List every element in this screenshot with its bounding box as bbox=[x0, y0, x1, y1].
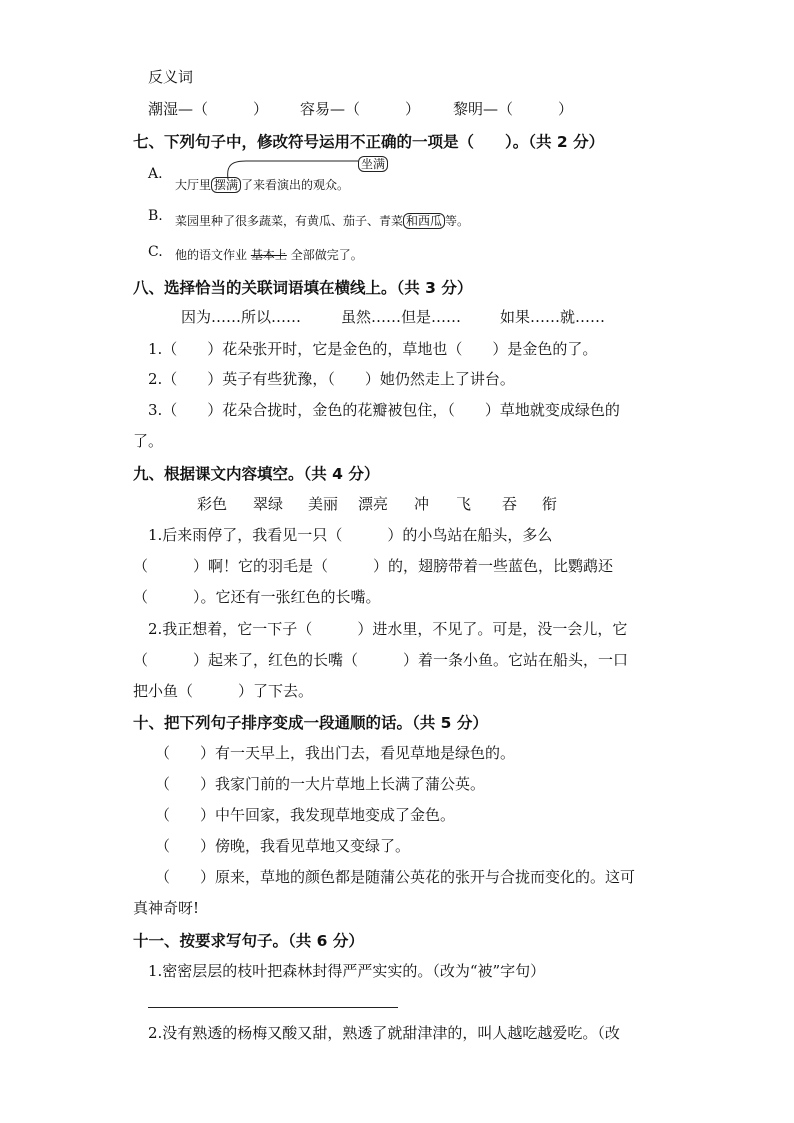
section-8-question-2: 2.（ ）英子有些犹豫，（ ）她仍然走上了讲台。 bbox=[148, 370, 515, 388]
section-7-title: 七、下列句子中，修改符号运用不正确的一项是（ ）。（共 2 分） bbox=[133, 133, 605, 151]
rewrite-question-2: 2.没有熟透的杨梅又酸又甜，熟透了就甜津津的，叫人越吃越爱吃。（改 bbox=[148, 1024, 620, 1042]
section-8-title: 八、选择恰当的关联词语填在横线上。（共 3 分） bbox=[133, 279, 473, 297]
word-bank-1: 彩色 bbox=[197, 495, 228, 513]
conjunction-choice-1: 因为……所以…… bbox=[181, 308, 302, 326]
word-bank-6: 飞 bbox=[456, 495, 472, 513]
passage-1-line-1: 1.后来雨停了，我看见一只（ ）的小鸟站在船头，多么 bbox=[148, 526, 553, 544]
option-a: 大厅里 摆满 了来看演出的观众。 bbox=[175, 178, 350, 192]
rewrite-question-1: 1.密密层层的枝叶把森林封得严严实实的。（改为“被”字句） bbox=[148, 962, 546, 980]
sentence-order-5-cont: 真神奇呀! bbox=[133, 899, 200, 917]
section-10-title: 十、把下列句子排序变成一段通顺的话。（共 5 分） bbox=[133, 714, 488, 732]
section-8-question-3: 3.（ ）花朵合拢时，金色的花瓣被包住，（ ）草地就变成绿色的 bbox=[148, 401, 620, 419]
section-9-title: 九、根据课文内容填空。（共 4 分） bbox=[133, 465, 380, 483]
option-b: 菜园里种了很多蔬菜，有黄瓜、茄子、青菜 和西瓜 等。 bbox=[175, 214, 470, 228]
passage-1-line-3: （ ）。它还有一张红色的长嘴。 bbox=[133, 588, 381, 606]
word-bank-2: 翠绿 bbox=[253, 495, 284, 513]
word-bank-5: 冲 bbox=[414, 495, 430, 513]
word-bank-7: 吞 bbox=[502, 495, 518, 513]
antonym-item-3: 黎明—（ ） bbox=[453, 100, 574, 118]
option-c-letter: C. bbox=[148, 244, 163, 260]
section-11-title: 十一、按要求写句子。（共 6 分） bbox=[133, 932, 364, 950]
option-c: 他的语文作业 基本上 全部做完了。 bbox=[175, 248, 363, 262]
passage-2-line-3: 把小鱼（ ）了下去。 bbox=[133, 682, 314, 700]
word-bank-3: 美丽 bbox=[308, 495, 339, 513]
passage-2-line-2: （ ）起来了，红色的长嘴（ ）着一条小鱼。它站在船头，一口 bbox=[133, 651, 629, 669]
passage-1-line-2: （ ）啊！它的羽毛是（ ）的，翅膀带着一些蓝色，比鹦鹉还 bbox=[133, 557, 614, 575]
section-8-question-1: 1.（ ）花朵张开时，它是金色的，草地也（ ）是金色的了。 bbox=[148, 340, 598, 358]
conjunction-choice-2: 虽然……但是…… bbox=[341, 308, 462, 326]
word-bank-8: 衔 bbox=[542, 495, 558, 513]
section-8-question-3-cont: 了。 bbox=[133, 432, 164, 450]
sentence-order-3: （ ）中午回家，我发现草地变成了金色。 bbox=[155, 806, 456, 824]
option-b-letter: B. bbox=[148, 208, 163, 224]
option-a-letter: A. bbox=[148, 166, 163, 182]
antonyms-title: 反义词 bbox=[148, 68, 194, 86]
answer-line[interactable] bbox=[148, 1007, 398, 1008]
passage-2-line-1: 2.我正想着，它一下子（ ）进水里，不见了。可是，没一会儿，它 bbox=[148, 620, 628, 638]
sentence-order-5: （ ）原来，草地的颜色都是随蒲公英花的张开与合拢而变化的。这可 bbox=[155, 868, 636, 886]
option-a-replacement: 坐满 bbox=[358, 156, 388, 172]
sentence-order-4: （ ）傍晚，我看见草地又变绿了。 bbox=[155, 837, 411, 855]
sentence-order-1: （ ）有一天早上，我出门去，看见草地是绿色的。 bbox=[155, 744, 516, 762]
antonym-item-1: 潮湿—（ ） bbox=[148, 100, 269, 118]
antonym-item-2: 容易—（ ） bbox=[300, 100, 421, 118]
sentence-order-2: （ ）我家门前的一大片草地上长满了蒲公英。 bbox=[155, 775, 486, 793]
word-bank-4: 漂亮 bbox=[358, 495, 389, 513]
conjunction-choice-3: 如果……就…… bbox=[500, 308, 606, 326]
